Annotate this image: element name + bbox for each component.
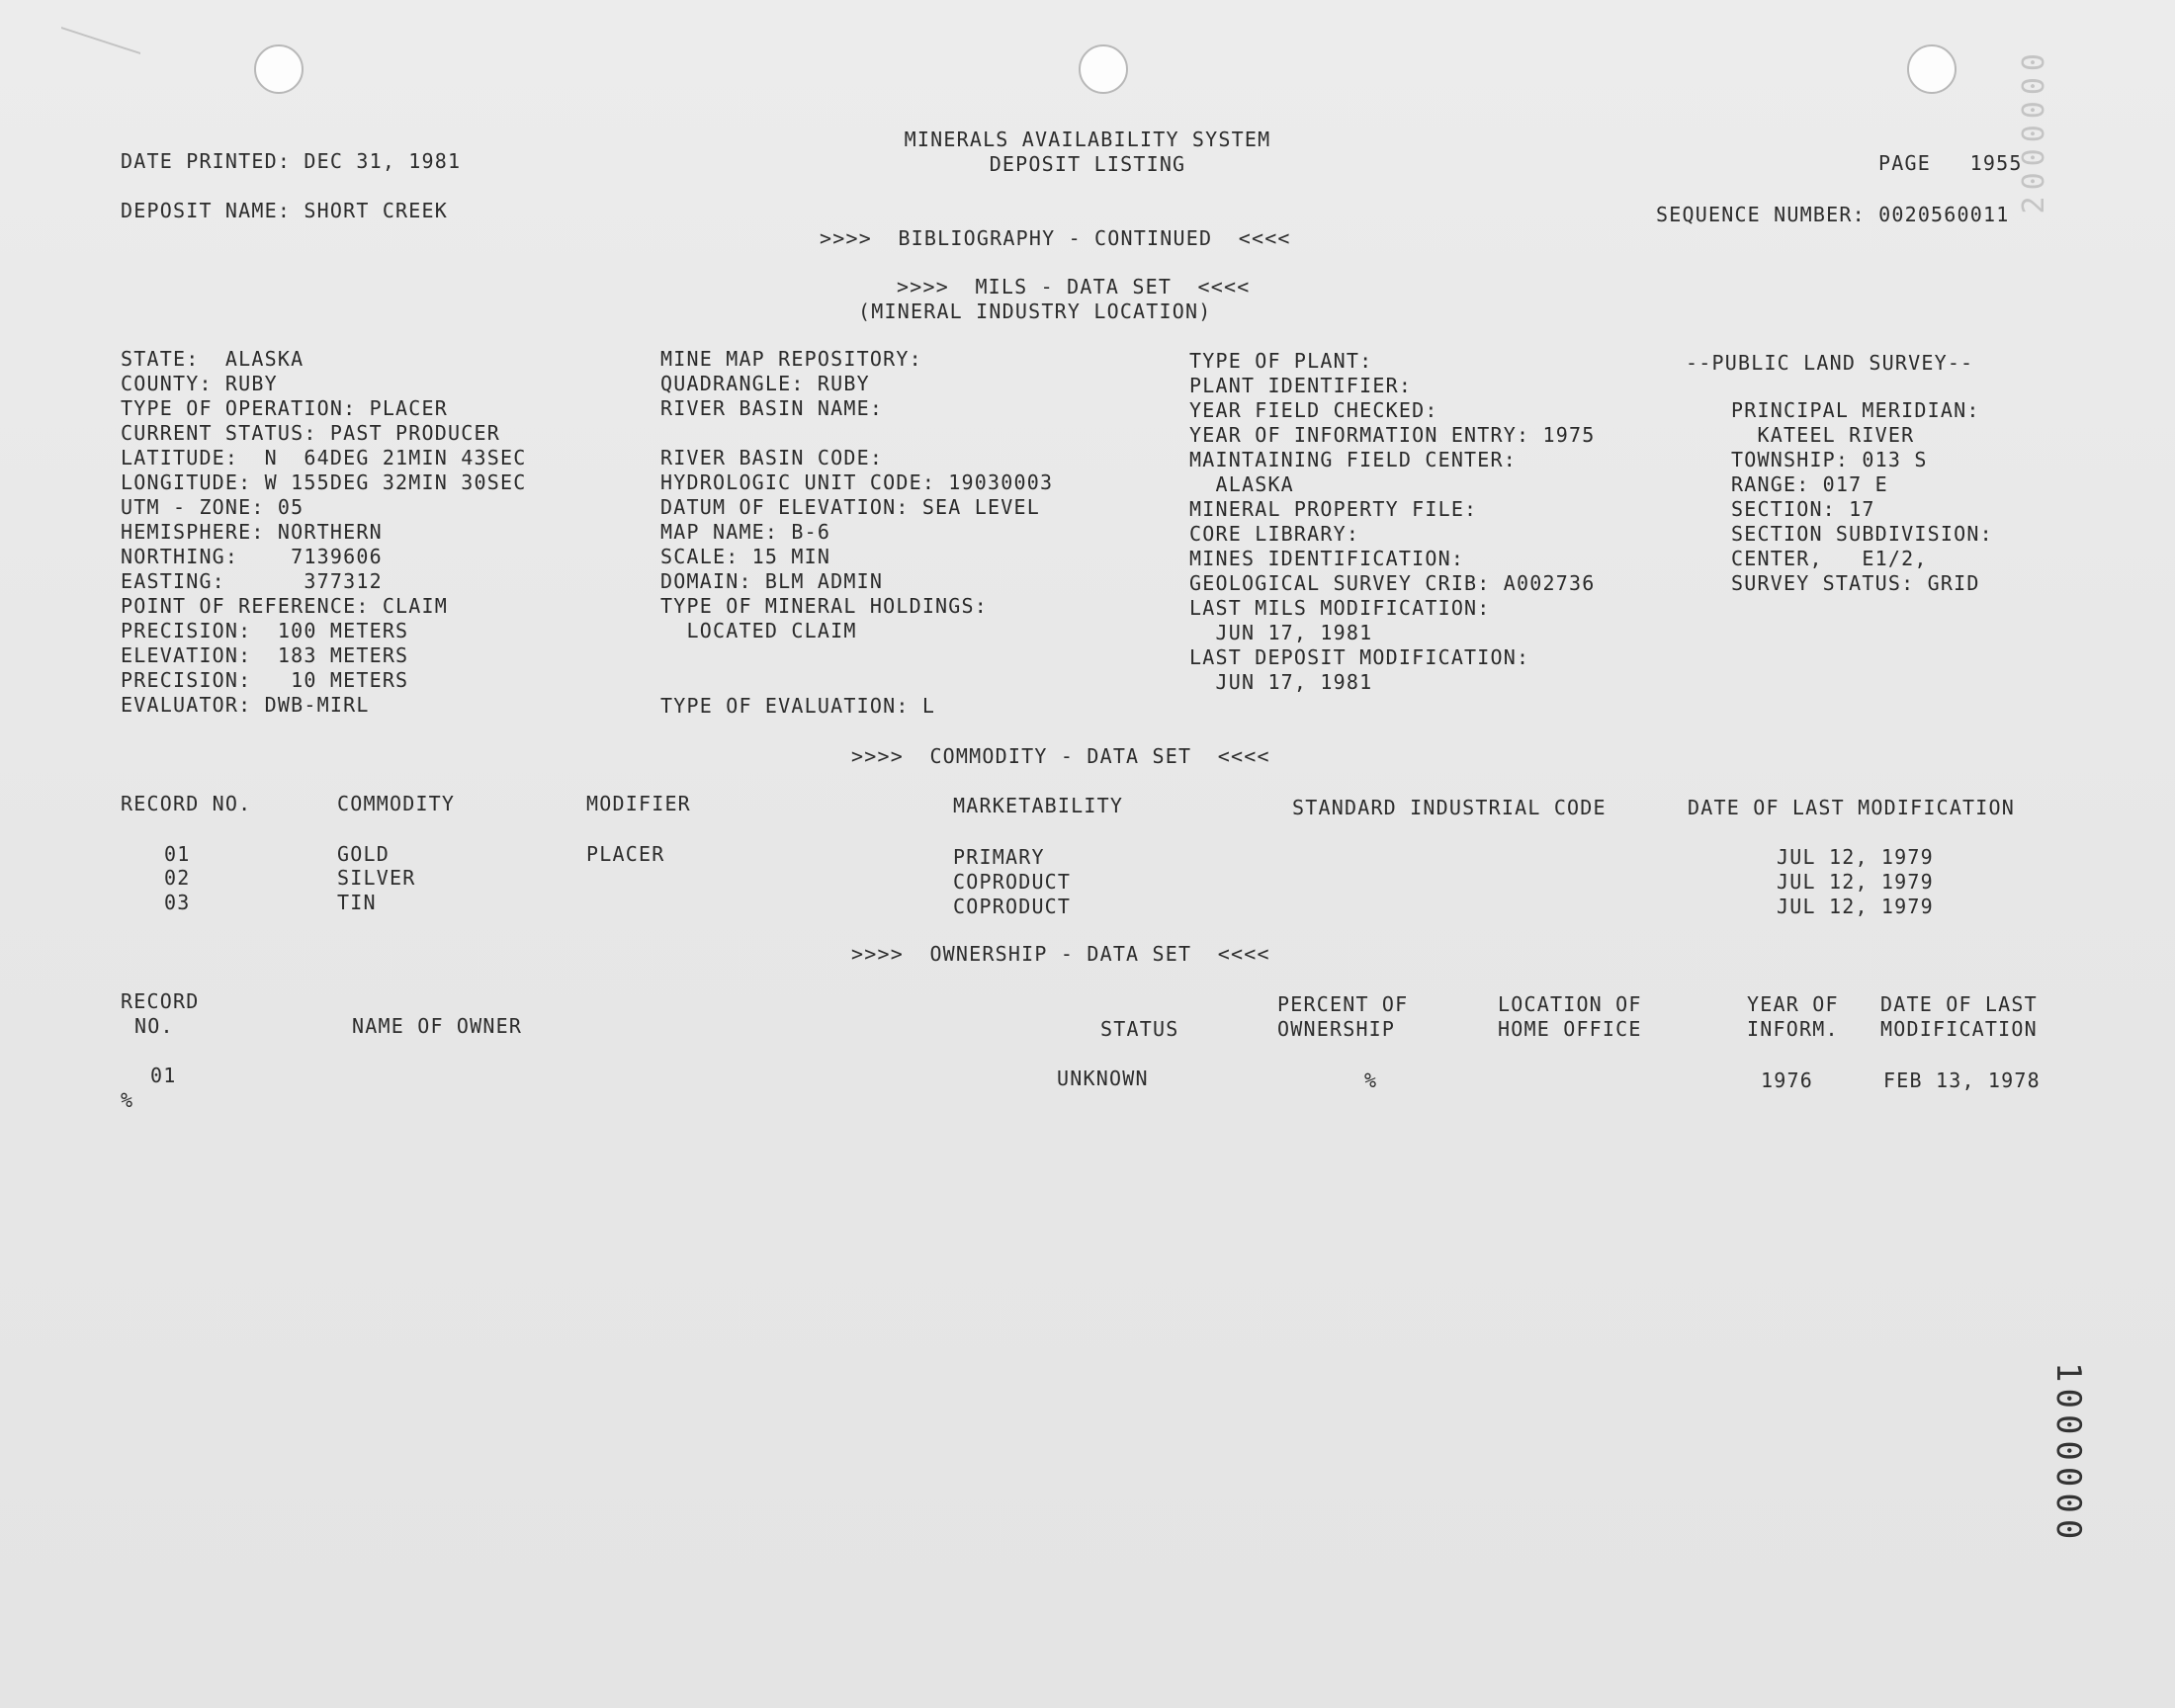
commodity-marketability: COPRODUCT (953, 895, 1072, 918)
punch-hole-left (254, 44, 304, 94)
mils-field: DOMAIN: BLM ADMIN (660, 569, 884, 593)
mils-field: SURVEY STATUS: GRID (1731, 571, 1980, 595)
mils-field: GEOLOGICAL SURVEY CRIB: A002736 (1189, 571, 1596, 595)
mils-field: COUNTY: RUBY (121, 372, 278, 395)
mils-column-plant (1189, 349, 1595, 695)
commodity-date: JUL 12, 1979 (1777, 845, 1934, 869)
mils-field: TYPE OF MINERAL HOLDINGS: (660, 594, 989, 618)
mils-field: NORTHING: 7139606 (121, 545, 383, 568)
punch-hole-right (1907, 44, 1957, 94)
frame-number: 1000000 (2048, 1362, 2088, 1546)
mils-field: PLANT IDENTIFIER: (1189, 374, 1413, 397)
commodity-date: JUL 12, 1979 (1777, 895, 1934, 918)
punch-hole-center (1079, 44, 1128, 94)
ownership-header-record-1: RECORD (121, 989, 200, 1013)
mils-field: ELEVATION: 183 METERS (121, 643, 409, 667)
commodity-header-record: RECORD NO. (121, 792, 252, 815)
mils-field: CORE LIBRARY: (1189, 522, 1360, 546)
mils-column-basin (660, 446, 1053, 643)
mils-field: MINE MAP REPOSITORY: (660, 347, 922, 371)
mils-field: CENTER, E1/2, (1731, 547, 1928, 570)
mils-field: TOWNSHIP: 013 S (1731, 448, 1928, 471)
mils-field: LATITUDE: N 64DEG 21MIN 43SEC (121, 446, 527, 470)
bibliography-heading: >>>> BIBLIOGRAPHY - CONTINUED <<<< (820, 226, 1291, 250)
commodity-header-commodity: COMMODITY (337, 792, 456, 815)
mils-field: PRECISION: 10 METERS (121, 668, 409, 692)
ownership-header-date-2: MODIFICATION (1880, 1017, 2038, 1041)
mils-field: YEAR FIELD CHECKED: (1189, 398, 1438, 422)
ownership-header-year-1: YEAR OF (1747, 992, 1839, 1016)
commodity-header-modifier: MODIFIER (586, 792, 691, 815)
mils-field: LONGITUDE: W 155DEG 32MIN 30SEC (121, 470, 527, 494)
mils-column-map (660, 347, 922, 421)
ownership-header-percent-1: PERCENT OF (1277, 992, 1409, 1016)
deposit-name: DEPOSIT NAME: SHORT CREEK (121, 199, 449, 222)
listing-title: DEPOSIT LISTING (989, 152, 1186, 176)
commodity-header-date: DATE OF LAST MODIFICATION (1688, 796, 2016, 819)
type-of-evaluation: TYPE OF EVALUATION: L (660, 694, 936, 718)
mils-field: QUADRANGLE: RUBY (660, 372, 870, 395)
ownership-header-status: STATUS (1100, 1017, 1179, 1041)
mils-field: MINES IDENTIFICATION: (1189, 547, 1465, 570)
commodity-name: TIN (337, 891, 377, 914)
ownership-status: UNKNOWN (1057, 1067, 1149, 1090)
commodity-date: JUL 12, 1979 (1777, 870, 1934, 894)
page-number: PAGE 1955 (1878, 151, 2023, 175)
mils-field: TYPE OF PLANT: (1189, 349, 1373, 373)
mils-field: ALASKA (1189, 472, 1294, 496)
mils-field: KATEEL RIVER (1731, 423, 1915, 447)
commodity-record: 03 (164, 891, 191, 914)
mils-field: PRINCIPAL MERIDIAN: (1731, 398, 1980, 422)
commodity-record: 02 (164, 866, 191, 890)
mils-field: MINERAL PROPERTY FILE: (1189, 497, 1478, 521)
ownership-year: 1976 (1761, 1068, 1813, 1092)
ownership-heading: >>>> OWNERSHIP - DATA SET <<<< (851, 942, 1270, 966)
page-corner-fold (61, 0, 140, 54)
system-title: MINERALS AVAILABILITY SYSTEM (904, 128, 1271, 151)
ownership-trailer: % (121, 1088, 134, 1112)
mils-field: LOCATED CLAIM (660, 619, 857, 642)
ownership-date: FEB 13, 1978 (1883, 1068, 2041, 1092)
commodity-record: 01 (164, 842, 191, 866)
faint-frame-number: 2000000 (2017, 47, 2051, 214)
ownership-header-location-1: LOCATION OF (1498, 992, 1642, 1016)
mils-field: JUN 17, 1981 (1189, 621, 1373, 644)
mils-field: HEMISPHERE: NORTHERN (121, 520, 383, 544)
mils-field: CURRENT STATUS: PAST PRODUCER (121, 421, 500, 445)
commodity-name: GOLD (337, 842, 390, 866)
mils-field: EVALUATOR: DWB-MIRL (121, 693, 370, 717)
commodity-heading: >>>> COMMODITY - DATA SET <<<< (851, 744, 1270, 768)
mils-field: JUN 17, 1981 (1189, 670, 1373, 694)
date-printed: DATE PRINTED: DEC 31, 1981 (121, 149, 462, 173)
mils-heading: >>>> MILS - DATA SET <<<< (897, 275, 1251, 299)
ownership-header-percent-2: OWNERSHIP (1277, 1017, 1396, 1041)
ownership-percent: % (1364, 1068, 1378, 1092)
commodity-header-marketability: MARKETABILITY (953, 794, 1124, 817)
mils-field: TYPE OF OPERATION: PLACER (121, 396, 449, 420)
mils-field: EASTING: 377312 (121, 569, 383, 593)
mils-field: STATE: ALASKA (121, 347, 304, 371)
ownership-header-date-1: DATE OF LAST (1880, 992, 2038, 1016)
mils-field: MAINTAINING FIELD CENTER: (1189, 448, 1518, 471)
mils-field: MAP NAME: B-6 (660, 520, 831, 544)
mils-field: UTM - ZONE: 05 (121, 495, 304, 519)
mils-field: POINT OF REFERENCE: CLAIM (121, 594, 449, 618)
commodity-name: SILVER (337, 866, 416, 890)
mils-field: LAST DEPOSIT MODIFICATION: (1189, 645, 1530, 669)
ownership-record: 01 (150, 1064, 177, 1087)
mils-field: DATUM OF ELEVATION: SEA LEVEL (660, 495, 1040, 519)
ownership-header-year-2: INFORM. (1747, 1017, 1839, 1041)
commodity-header-sic: STANDARD INDUSTRIAL CODE (1292, 796, 1607, 819)
ownership-header-record-2: NO. (134, 1014, 174, 1038)
mils-column-location (121, 347, 526, 718)
mils-field: RANGE: 017 E (1731, 472, 1888, 496)
mils-column-survey (1731, 398, 1993, 596)
ownership-header-owner: NAME OF OWNER (352, 1014, 523, 1038)
mils-field: RIVER BASIN CODE: (660, 446, 884, 470)
ownership-header-location-2: HOME OFFICE (1498, 1017, 1642, 1041)
mils-field: SCALE: 15 MIN (660, 545, 831, 568)
mils-field: SECTION SUBDIVISION: (1731, 522, 1993, 546)
mils-subheading: (MINERAL INDUSTRY LOCATION) (858, 299, 1212, 323)
mils-field: LAST MILS MODIFICATION: (1189, 596, 1491, 620)
public-land-survey-heading: --PUBLIC LAND SURVEY-- (1686, 351, 1974, 375)
mils-field: RIVER BASIN NAME: (660, 396, 884, 420)
commodity-modifier: PLACER (586, 842, 665, 866)
mils-field: HYDROLOGIC UNIT CODE: 19030003 (660, 470, 1054, 494)
mils-field: PRECISION: 100 METERS (121, 619, 409, 642)
mils-field: YEAR OF INFORMATION ENTRY: 1975 (1189, 423, 1596, 447)
commodity-marketability: PRIMARY (953, 845, 1045, 869)
mils-field: SECTION: 17 (1731, 497, 1875, 521)
sequence-number: SEQUENCE NUMBER: 0020560011 (1656, 203, 2010, 226)
commodity-marketability: COPRODUCT (953, 870, 1072, 894)
